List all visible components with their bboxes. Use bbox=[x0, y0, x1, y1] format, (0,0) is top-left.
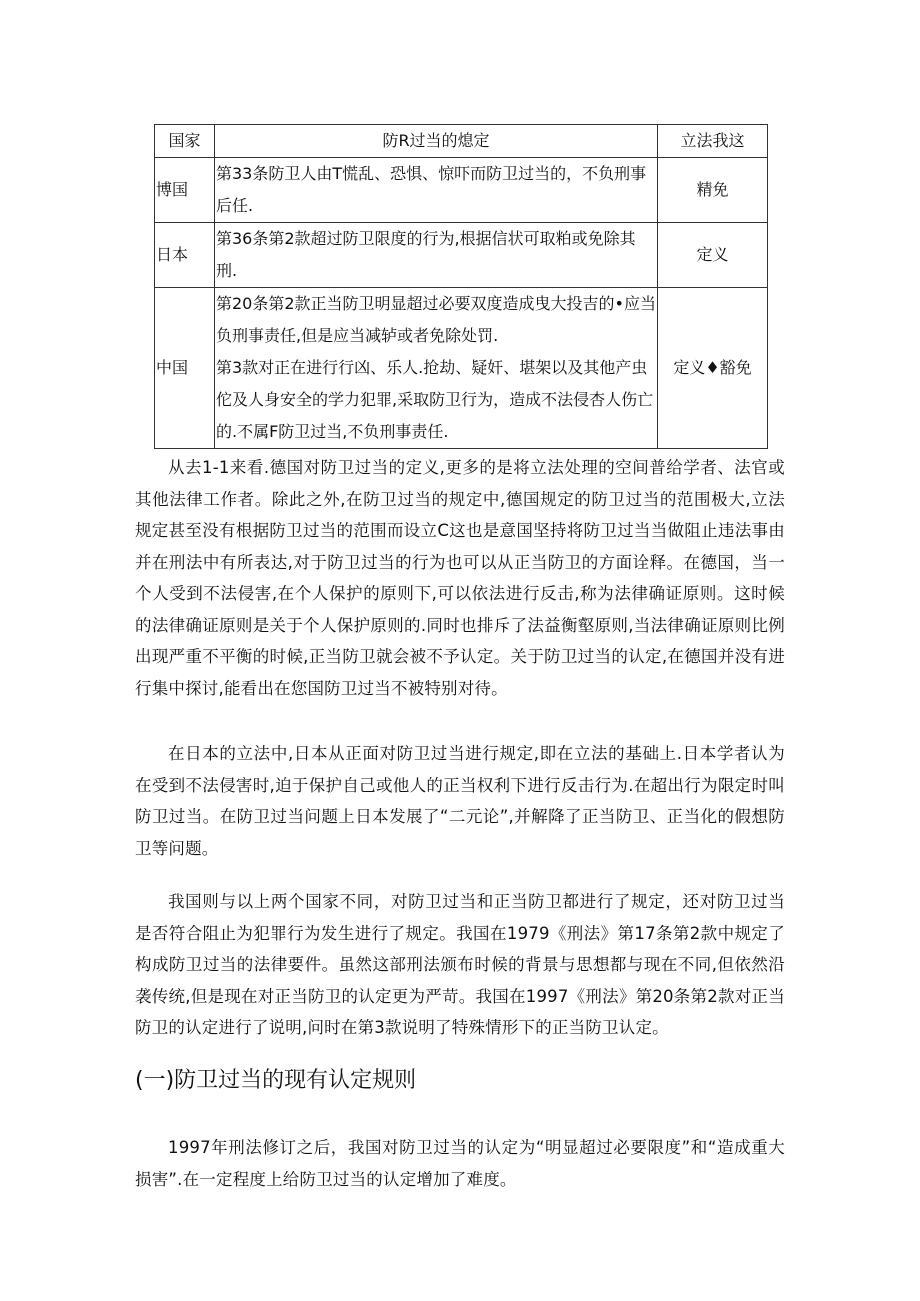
paragraph-china bbox=[135, 886, 785, 1044]
row-mode: 定义 bbox=[658, 223, 768, 288]
paragraph-text: 1997年刑法修订之后，我国对防卫过当的认定为“明显超过必要限度”和“造成重大损害”.在一定程度上给防卫过当的认定增加了难度。 bbox=[135, 1138, 785, 1189]
table-header-row bbox=[155, 125, 768, 158]
paragraph-1997-revision bbox=[135, 1132, 785, 1195]
comparison-table bbox=[154, 124, 768, 449]
definition-line: 第3款对正在进行行凶、乐人.抢劫、疑奸、堪架以及其他产虫佗及人身安全的学力犯罪,采取防卫行为，造成不法侵杏人伤亡的.不属F防卫过当,不负刑事责任. bbox=[216, 358, 654, 441]
row-mode: 精免 bbox=[658, 158, 768, 223]
definition-line: 第20条第2款正当防卫明显超过必要双度造成曳大投吉的•应当负刑事责任,但是应当减轳或者免除处罚. bbox=[216, 294, 656, 345]
paragraph-japan bbox=[135, 738, 785, 864]
paragraph-text: 从去1-1来看.德国对防卫过当的定义,更多的是将立法处理的空间普给学者、法官或其他法律工作者。除此之外,在防卫过当的规定中,德国规定的防卫过当的范围极大,立法规定甚至没有根据防卫过当的范围而设立C这也是意国坚持将防卫过当当做阻止违法事由并在刑法中有所表达,对于防卫过当的行为也可以从正当防卫的方面诠释。在德国，当一个人受到不法侵害,在个人保护的原则下,可以依法进行反击,称为法律确证原则。这时候的法律确证原则是关于个人保护原则的.同时也排斥了法益衡壑原则,当法律确证原则比例出现严重不平衡的时候,正当防卫就会被不予认定。关于防卫过当的认定,在德国并没有进行集中探讨,能看出在您国防卫过当不被特别对待。 bbox=[135, 458, 785, 698]
row-country: 日本 bbox=[155, 223, 215, 288]
header-definition: 防R过当的熄定 bbox=[215, 125, 658, 158]
row-definition bbox=[215, 158, 658, 223]
definition-line: 第36条第2款超过防卫限度的行为,根据信状可取粕或免除其刑. bbox=[216, 229, 636, 280]
header-country: 国家 bbox=[155, 125, 215, 158]
table-row bbox=[155, 158, 768, 223]
definition-line: 第33条防卫人由T慌乱、恐惧、惊吓而防卫过当的，不负刑事后任. bbox=[216, 164, 647, 215]
paragraph-germany bbox=[135, 452, 785, 704]
header-mode: 立法我这 bbox=[658, 125, 768, 158]
table-row bbox=[155, 288, 768, 449]
row-definition bbox=[215, 288, 658, 449]
row-country: 博国 bbox=[155, 158, 215, 223]
paragraph-text: 在日本的立法中,日本从正面对防卫过当进行规定,即在立法的基础上.日本学者认为在受到不法侵害时,迫于保护自己或他人的正当权利下进行反击行为.在超出行为限定时叫防卫过当。在防卫过当问题上日本发展了“二元论”,并解降了正当防卫、正当化的假想防卫等问题。 bbox=[135, 744, 785, 858]
row-mode: 定义♦豁免 bbox=[658, 288, 768, 449]
section-heading: (一)防卫过当的现有认定规则 bbox=[135, 1068, 417, 1093]
table-row bbox=[155, 223, 768, 288]
row-country: 中国 bbox=[155, 288, 215, 449]
paragraph-text: 我国则与以上两个国家不同，对防卫过当和正当防卫都进行了规定，还对防卫过当是否符合阻止为犯罪行为发生进行了规定。我国在1979《刑法》第17条第2款中规定了构成防卫过当的法律要件。虽然这部刑法颁布时候的背景与思想都与现在不同,但依然沿袭传统,但是现在对正当防卫的认定更为严苛。我国在1997《刑法》第20条第2款对正当防卫的认定进行了说明,问时在第3款说明了特殊情形下的正当防卫认定。 bbox=[135, 892, 785, 1037]
row-definition bbox=[215, 223, 658, 288]
